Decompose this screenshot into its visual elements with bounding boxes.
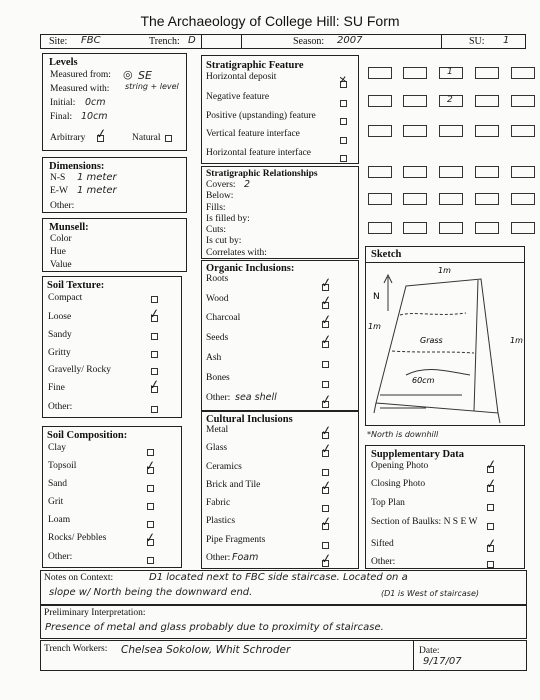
initial-label: Initial: xyxy=(50,98,76,108)
notes-box xyxy=(40,570,527,605)
strat-feature-box xyxy=(201,55,359,164)
list-item: Topsoil xyxy=(48,461,77,471)
grid-cell[interactable] xyxy=(439,67,463,79)
grid-cell[interactable] xyxy=(511,222,535,234)
notes-line-1[interactable]: D1 located next to FBC side staircase. Located on a xyxy=(149,572,408,583)
list-item: Plastics xyxy=(206,516,236,526)
initial-value[interactable]: 0cm xyxy=(85,97,106,108)
checkbox[interactable] xyxy=(151,351,158,358)
soil-composition-box xyxy=(42,426,182,568)
cross-mark-icon: ✕ xyxy=(338,74,349,87)
supplementary-box xyxy=(365,445,525,569)
check-mark-icon: ✓ xyxy=(148,306,161,323)
check-mark-icon: ✓ xyxy=(320,392,333,409)
arbitrary-label: Arbitrary xyxy=(50,133,86,143)
check-mark-icon: ✓ xyxy=(485,536,498,553)
list-item: Loam xyxy=(48,515,71,525)
list-item: Seeds xyxy=(206,333,229,343)
grid-cell[interactable] xyxy=(475,222,499,234)
checkbox[interactable] xyxy=(340,118,347,125)
checkbox[interactable] xyxy=(151,333,158,340)
cultural-other-value[interactable]: Foam xyxy=(232,552,259,563)
dimensions-box xyxy=(42,157,187,213)
natural-label: Natural xyxy=(132,133,161,143)
dimensions-heading: Dimensions: xyxy=(49,161,105,172)
grid-value: 1 xyxy=(447,67,453,77)
checkbox[interactable] xyxy=(151,368,158,375)
dimensions-other-label: Other: xyxy=(50,201,75,211)
sketch-depth-label: 60cm xyxy=(412,376,435,385)
grid-cell[interactable] xyxy=(368,193,392,205)
final-label: Final: xyxy=(50,112,73,122)
grid-cell[interactable] xyxy=(403,222,427,234)
ns-label: N-S xyxy=(50,173,66,183)
date-value[interactable]: 9/17/07 xyxy=(423,656,462,667)
soil-texture-heading: Soil Texture: xyxy=(47,280,105,291)
munsell-hue-label: Hue xyxy=(50,247,66,257)
ew-label: E-W xyxy=(50,186,68,196)
su-label: SU: xyxy=(469,36,485,47)
check-mark-icon: ✓ xyxy=(320,441,333,458)
grid-cell[interactable] xyxy=(439,222,463,234)
list-item: Vertical feature interface xyxy=(206,129,300,139)
grid-cell[interactable] xyxy=(403,95,427,107)
measured-with-value[interactable]: string + level xyxy=(125,82,179,91)
grid-cell[interactable] xyxy=(368,95,392,107)
munsell-box xyxy=(42,218,187,272)
checkbox[interactable] xyxy=(151,296,158,303)
grid-cell[interactable] xyxy=(403,193,427,205)
checkbox[interactable] xyxy=(147,503,154,510)
list-item: Section of Baulks: N S E W xyxy=(371,517,478,527)
list-item: Below: xyxy=(206,191,234,201)
check-mark-icon: ✓ xyxy=(144,458,157,475)
check-mark-icon: ✓ xyxy=(320,275,333,292)
checkbox[interactable] xyxy=(322,361,329,368)
list-item: Other: xyxy=(206,553,231,563)
list-item: Pipe Fragments xyxy=(206,535,266,545)
list-item: Charcoal xyxy=(206,313,241,323)
checkbox[interactable] xyxy=(147,485,154,492)
list-item: Glass xyxy=(206,443,228,453)
supplementary-heading: Supplementary Data xyxy=(371,449,465,460)
check-mark-icon: ✓ xyxy=(148,377,161,394)
workers-value[interactable]: Chelsea Sokolow, Whit Schroder xyxy=(121,644,291,656)
list-item: Fills: xyxy=(206,203,226,213)
munsell-value-label: Value xyxy=(50,260,72,270)
datum-icon: ◎ xyxy=(123,68,133,81)
sketch-north-label: N xyxy=(373,292,380,302)
final-value[interactable]: 10cm xyxy=(81,111,108,122)
checkbox[interactable] xyxy=(322,469,329,476)
list-item: Top Plan xyxy=(371,498,405,508)
list-item: Correlates with: xyxy=(206,248,267,258)
grid-cell[interactable] xyxy=(511,95,535,107)
list-item: Wood xyxy=(206,294,229,304)
site-value[interactable]: FBC xyxy=(81,35,101,46)
list-item: Ceramics xyxy=(206,462,242,472)
sketch-note: *North is downhill xyxy=(367,430,439,439)
list-item: Is filled by: xyxy=(206,214,250,224)
grid-cell[interactable] xyxy=(403,125,427,137)
site-label: Site: xyxy=(49,36,68,47)
munsell-color-label: Color xyxy=(50,234,72,244)
list-item: Metal xyxy=(206,425,229,435)
organic-heading: Organic Inclusions: xyxy=(206,263,295,274)
list-item: Fabric xyxy=(206,498,231,508)
check-mark-icon: ✓ xyxy=(320,332,333,349)
list-item: Gravelly/ Rocky xyxy=(48,365,112,375)
sketch-box xyxy=(365,246,525,426)
check-mark-icon: ✓ xyxy=(320,293,333,310)
trench-label: Trench: xyxy=(149,36,180,47)
strat-relationships-heading: Stratigraphic Relationships xyxy=(206,169,318,179)
sketch-drawing xyxy=(366,263,524,425)
list-item: Bones xyxy=(206,373,230,383)
list-item: Cuts: xyxy=(206,225,227,235)
form-title: The Archaeology of College Hill: SU Form xyxy=(140,13,400,29)
check-mark-icon: ✓ xyxy=(320,423,333,440)
list-item: Horizontal feature interface xyxy=(206,148,311,158)
grid-cell[interactable] xyxy=(368,166,392,178)
sketch-grass-label: Grass xyxy=(420,336,443,345)
organic-other-value[interactable]: sea shell xyxy=(235,392,277,403)
list-item: Other: xyxy=(206,393,231,403)
checkbox[interactable] xyxy=(147,449,154,456)
checkbox[interactable] xyxy=(340,137,347,144)
grid-cell[interactable] xyxy=(403,67,427,79)
list-item: Negative feature xyxy=(206,92,270,102)
checkbox[interactable] xyxy=(322,542,329,549)
grid-cell[interactable] xyxy=(511,125,535,137)
list-item: Opening Photo xyxy=(371,461,429,471)
list-item: Other: xyxy=(48,402,73,412)
list-item: Rocks/ Pebbles xyxy=(48,533,107,543)
list-item: Positive (upstanding) feature xyxy=(206,111,316,121)
list-item: Sandy xyxy=(48,330,72,340)
sketch-top-label: 1m xyxy=(438,266,451,275)
list-item: Brick and Tile xyxy=(206,480,261,490)
levels-box xyxy=(42,53,187,151)
grid-cell[interactable] xyxy=(439,166,463,178)
checkbox[interactable] xyxy=(322,505,329,512)
sketch-right-label: 1m xyxy=(510,336,523,345)
grid-value: 2 xyxy=(447,95,453,105)
list-item: Roots xyxy=(206,274,229,284)
grid-cell[interactable] xyxy=(475,166,499,178)
checkbox[interactable] xyxy=(487,561,494,568)
soil-composition-heading: Soil Composition: xyxy=(47,430,128,441)
season-label: Season: xyxy=(293,36,325,47)
notes-aside[interactable]: (D1 is West of staircase) xyxy=(381,589,480,598)
list-item: Horizontal deposit xyxy=(206,72,277,82)
list-item: Sand xyxy=(48,479,67,489)
workers-label: Trench Workers: xyxy=(44,644,108,654)
grid-cell[interactable] xyxy=(511,193,535,205)
list-item: Closing Photo xyxy=(371,479,426,489)
strat-relationships-box xyxy=(201,166,359,259)
check-mark-icon: ✓ xyxy=(320,551,333,568)
list-item: Other: xyxy=(371,557,396,567)
munsell-heading: Munsell: xyxy=(49,222,89,233)
grid-cell[interactable] xyxy=(368,222,392,234)
check-mark-icon: ✓ xyxy=(320,478,333,495)
workers-box xyxy=(40,640,527,671)
prelim-box xyxy=(40,605,527,639)
ns-value[interactable]: 1 meter xyxy=(77,172,117,183)
measured-from-label: Measured from: xyxy=(50,70,111,80)
checkbox[interactable] xyxy=(340,155,347,162)
sketch-left-label: 1m xyxy=(368,322,381,331)
grid-cell[interactable] xyxy=(475,95,499,107)
list-item: Compact xyxy=(48,293,83,303)
organic-inclusions-box xyxy=(201,260,359,411)
checkbox[interactable] xyxy=(487,523,494,530)
check-mark-icon: ✓ xyxy=(95,126,108,143)
check-mark-icon: ✓ xyxy=(144,530,157,547)
grid-cell[interactable] xyxy=(403,166,427,178)
natural-checkbox[interactable] xyxy=(165,135,172,142)
covers-label: Covers: xyxy=(206,180,236,190)
date-label: Date: xyxy=(419,646,440,656)
check-mark-icon: ✓ xyxy=(485,476,498,493)
ew-value[interactable]: 1 meter xyxy=(77,185,117,196)
prelim-value[interactable]: Presence of metal and glass probably due to proximity of staircase. xyxy=(45,622,384,633)
measured-from-value[interactable]: SE xyxy=(138,69,152,82)
grid-cell[interactable] xyxy=(439,125,463,137)
soil-texture-box xyxy=(42,276,182,418)
measured-with-label: Measured with: xyxy=(50,84,110,94)
notes-line-2[interactable]: slope w/ North being the downward end. xyxy=(49,587,253,598)
list-item: Gritty xyxy=(48,348,71,358)
checkbox[interactable] xyxy=(340,100,347,107)
cultural-inclusions-box xyxy=(201,411,359,569)
check-mark-icon: ✓ xyxy=(320,514,333,531)
check-mark-icon: ✓ xyxy=(485,457,498,474)
trench-value[interactable]: D xyxy=(188,35,196,46)
list-item: Ash xyxy=(206,353,222,363)
check-mark-icon: ✓ xyxy=(320,312,333,329)
su-value[interactable]: 1 xyxy=(503,35,510,46)
list-item: Fine xyxy=(48,383,65,393)
checkbox[interactable] xyxy=(487,504,494,511)
list-item: Is cut by: xyxy=(206,236,242,246)
grid-cell[interactable] xyxy=(368,125,392,137)
checkbox[interactable] xyxy=(147,557,154,564)
sketch-heading: Sketch xyxy=(371,249,402,260)
grid-cell[interactable] xyxy=(475,193,499,205)
covers-value[interactable]: 2 xyxy=(244,179,251,190)
header-row xyxy=(40,34,526,49)
grid-cell[interactable] xyxy=(511,166,535,178)
grid-cell[interactable] xyxy=(475,67,499,79)
grid-cell[interactable] xyxy=(511,67,535,79)
list-item: Grit xyxy=(48,497,64,507)
grid-cell[interactable] xyxy=(368,67,392,79)
grid-cell[interactable] xyxy=(439,193,463,205)
levels-heading: Levels xyxy=(49,57,78,68)
grid-cell[interactable] xyxy=(475,125,499,137)
season-value[interactable]: 2007 xyxy=(337,35,363,46)
list-item: Other: xyxy=(48,552,73,562)
strat-feature-heading: Stratigraphic Feature xyxy=(206,60,304,71)
grid-cell[interactable] xyxy=(439,95,463,107)
list-item: Loose xyxy=(48,312,72,322)
checkbox[interactable] xyxy=(322,381,329,388)
checkbox[interactable] xyxy=(151,406,158,413)
list-item: Clay xyxy=(48,443,66,453)
prelim-label: Preliminary Interpretation: xyxy=(44,608,146,618)
notes-label: Notes on Context: xyxy=(44,573,114,583)
checkbox[interactable] xyxy=(147,521,154,528)
cultural-heading: Cultural Inclusions xyxy=(206,414,293,425)
list-item: Sifted xyxy=(371,539,394,549)
